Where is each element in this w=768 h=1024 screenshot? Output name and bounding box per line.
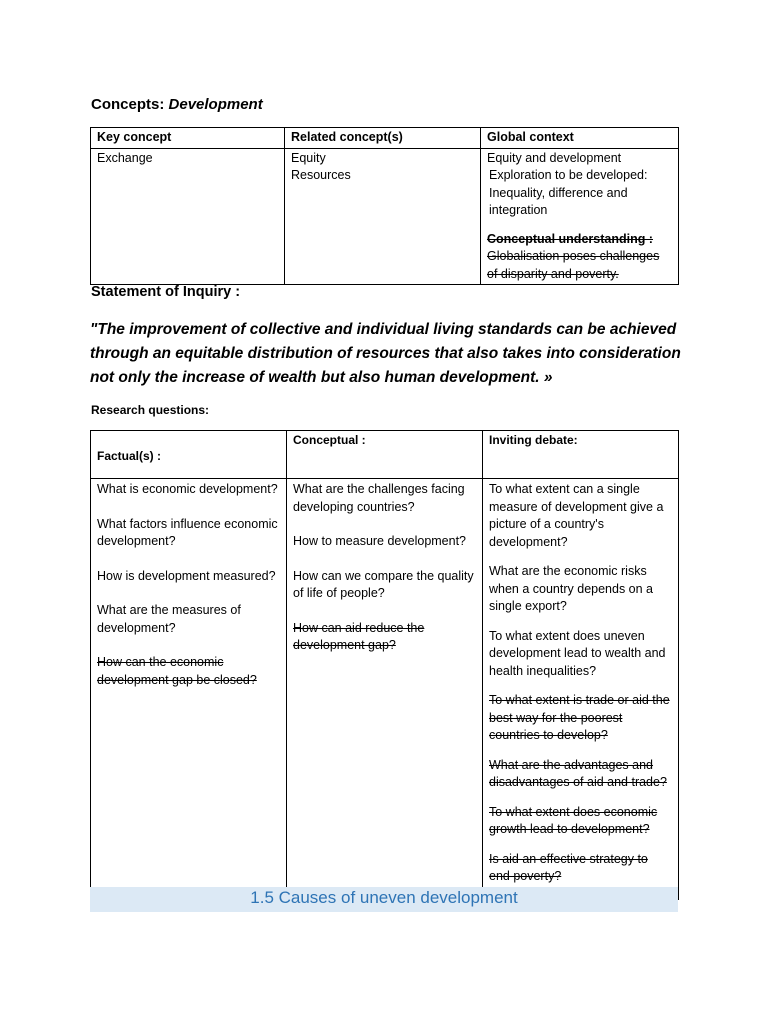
global-context-cell bbox=[481, 148, 679, 285]
question-item: How to measure development? bbox=[293, 534, 467, 548]
statement-of-inquiry-text: "The improvement of collective and individual living standards can be achieved through an equitable distribution of resources that also takes into consideration not only the increase of wealth but also human development. » bbox=[90, 321, 681, 386]
question-item: How can the economic development gap be closed? bbox=[97, 655, 257, 687]
question-item: Is aid an effective strategy to end poverty? bbox=[489, 851, 648, 883]
research-questions-table bbox=[90, 430, 679, 900]
question-item: How can we compare the quality of life of people? bbox=[293, 568, 474, 600]
related-concepts-cell bbox=[285, 148, 481, 285]
conceptual-understanding-text: Globalisation poses challenges of disparity and poverty. bbox=[487, 249, 660, 281]
header-key-concept: Key concept bbox=[91, 128, 285, 149]
conceptual-understanding-label: Conceptual understanding : bbox=[487, 231, 653, 246]
question-item: What are the measures of development? bbox=[97, 603, 241, 635]
related-concept: Resources bbox=[291, 168, 351, 182]
global-context-exploration: Exploration to be developed: Inequality, difference and integration bbox=[489, 168, 648, 217]
section-title: 1.5 Causes of uneven development bbox=[250, 888, 518, 907]
question-item: What is economic development? bbox=[97, 482, 278, 496]
related-concept: Equity bbox=[291, 150, 326, 165]
question-item: What are the economic risks when a country depends on a single export? bbox=[489, 564, 654, 613]
header-conceptual: Conceptual : bbox=[287, 431, 483, 479]
concepts-value: Development bbox=[168, 96, 263, 113]
concepts-heading bbox=[91, 96, 263, 113]
conceptual-understanding bbox=[487, 231, 672, 284]
key-concept-value: Exchange bbox=[97, 150, 153, 165]
question-item: How is development measured? bbox=[97, 568, 276, 583]
question-item: How can aid reduce the development gap? bbox=[293, 620, 425, 652]
question-item: What are the challenges facing developing countries? bbox=[293, 482, 465, 514]
header-inviting-debate: Inviting debate: bbox=[483, 431, 679, 479]
question-item: To what extent can a single measure of development give a picture of a country's development? bbox=[489, 482, 664, 549]
concept-table bbox=[90, 127, 679, 285]
question-item: What are the advantages and disadvantages of aid and trade? bbox=[489, 757, 667, 789]
research-questions-label: Research questions: bbox=[91, 403, 210, 417]
question-item: To what extent does uneven development lead to wealth and health inequalities? bbox=[489, 628, 666, 678]
debate-questions-cell bbox=[483, 479, 679, 900]
header-factual: Factual(s) : bbox=[91, 431, 287, 479]
question-item: What factors influence economic development? bbox=[97, 516, 278, 548]
conceptual-questions-cell bbox=[287, 479, 483, 900]
statement-of-inquiry-heading: Statement of Inquiry : bbox=[91, 284, 241, 300]
question-item: To what extent is trade or aid the best way for the poorest countries to develop? bbox=[489, 693, 670, 742]
factual-questions-cell bbox=[91, 479, 287, 900]
global-context-title: Equity and development bbox=[487, 150, 622, 165]
header-related-concepts: Related concept(s) bbox=[285, 128, 481, 149]
concepts-label: Concepts: bbox=[91, 96, 165, 113]
question-item: To what extent does economic growth lead to development? bbox=[489, 804, 658, 836]
key-concept-cell bbox=[91, 148, 285, 285]
header-global-context: Global context bbox=[481, 128, 679, 149]
